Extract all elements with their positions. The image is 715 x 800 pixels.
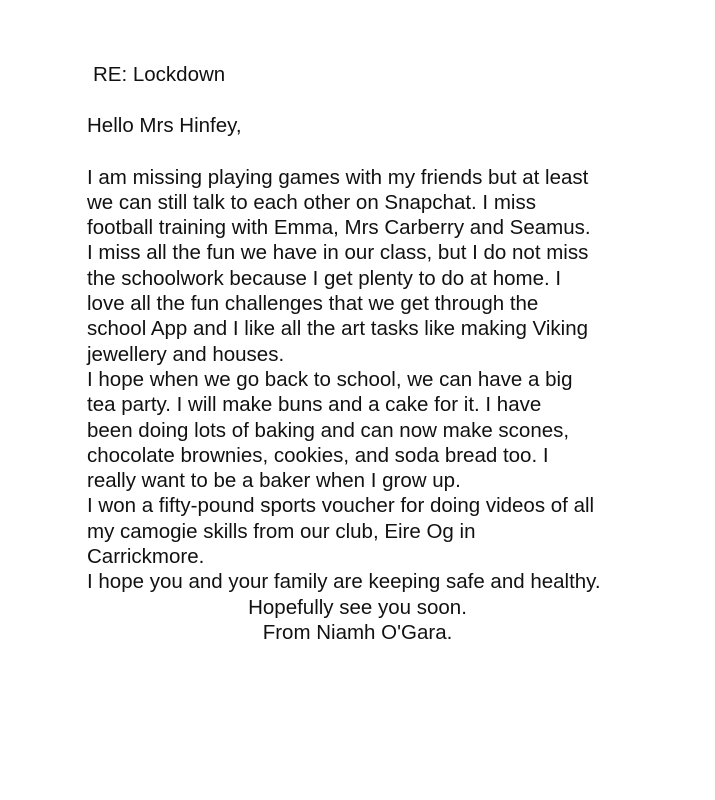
body-line: Carrickmore. — [87, 545, 205, 569]
body-line: been doing lots of baking and can now make scones, — [87, 418, 570, 442]
letter-closing: Hopefully see you soon. — [248, 595, 467, 619]
letter-signature: From Niamh O'Gara. — [262, 620, 453, 644]
letter-body — [87, 165, 647, 595]
body-line: tea party. I will make buns and a cake for it. I have — [87, 393, 542, 417]
body-line: the schoolwork because I get plenty to do at home. I — [87, 266, 562, 290]
body-line: love all the fun challenges that we get through the — [87, 292, 539, 316]
body-line: we can still talk to each other on Snapchat. I miss — [87, 190, 536, 214]
body-line: really want to be a baker when I grow up. — [87, 469, 461, 493]
body-line: I hope you and your family are keeping safe and healthy. — [87, 570, 601, 594]
body-line: my camogie skills from our club, Eire Og in — [87, 519, 476, 543]
letter-subject: RE: Lockdown — [93, 63, 226, 86]
body-line: chocolate brownies, cookies, and soda bread too. I — [87, 443, 549, 467]
body-line: football training with Emma, Mrs Carberry and Seamus. — [87, 216, 591, 240]
body-line: school App and I like all the art tasks like making Viking — [87, 317, 588, 341]
letter — [87, 62, 647, 645]
body-line: I am missing playing games with my friends but at least — [87, 165, 589, 189]
body-line: I hope when we go back to school, we can have a big — [87, 367, 573, 391]
body-line: I miss all the fun we have in our class, but I do not miss — [87, 241, 589, 265]
body-line: I won a fifty-pound sports voucher for doing videos of all — [87, 494, 595, 518]
letter-greeting: Hello Mrs Hinfey, — [87, 114, 242, 138]
body-line: jewellery and houses. — [87, 342, 285, 366]
